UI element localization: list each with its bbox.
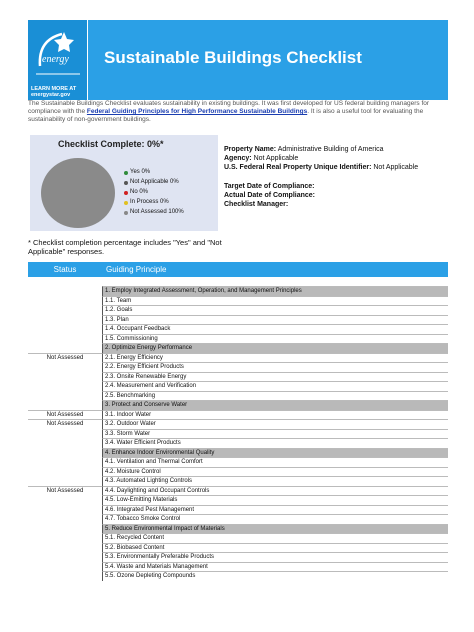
table-row[interactable] [28,372,448,382]
section-row[interactable] [28,448,448,458]
legend-item-not-assessed: Not Assessed 100% [124,208,184,218]
table-row[interactable] [28,486,448,496]
principle-cell: 5.3. Environmentally Preferable Products [102,552,448,562]
intro-paragraph [28,100,448,124]
principle-cell: 2.1. Energy Efficiency [102,353,448,363]
status-cell: Not Assessed [28,486,102,496]
table-row[interactable] [28,419,448,429]
table-row[interactable] [28,296,448,306]
uid-label: U.S. Federal Real Property Unique Identifier: [224,164,372,171]
principle-cell: 4.7. Tobacco Smoke Control [102,514,448,524]
principle-cell: 4.5. Low-Emitting Materials [102,495,448,505]
status-cell [28,457,102,467]
status-cell [28,362,102,372]
principle-cell: 3. Protect and Conserve Water [102,400,448,410]
guiding-principles-table [28,262,448,581]
legend-dot-icon [124,171,128,175]
status-cell [28,543,102,553]
principle-cell: 2.3. Onsite Renewable Energy [102,372,448,382]
principle-cell: 1.5. Commissioning [102,334,448,344]
principle-cell: 3.3. Storm Water [102,429,448,439]
status-cell [28,514,102,524]
legend-dot-icon [124,201,128,205]
actual-date-label: Actual Date of Compliance: [224,192,316,199]
table-row[interactable] [28,315,448,325]
status-cell: Not Assessed [28,353,102,363]
property-name-value: Administrative Building of America [277,146,384,153]
table-row[interactable] [28,552,448,562]
completion-panel [30,135,218,231]
principle-cell: 4. Enhance Indoor Environmental Quality [102,448,448,458]
pie-slice-not-assessed [41,158,115,228]
status-cell [28,467,102,477]
table-row[interactable] [28,391,448,401]
table-row[interactable] [28,571,448,581]
principle-cell: 4.1. Ventilation and Thermal Comfort [102,457,448,467]
status-cell: Not Assessed [28,419,102,429]
status-cell [28,495,102,505]
energy-star-logo[interactable] [28,20,88,100]
status-cell [28,533,102,543]
svg-text:energy: energy [42,54,69,65]
table-row[interactable] [28,476,448,486]
table-row[interactable] [28,324,448,334]
status-cell [28,334,102,344]
status-cell [28,391,102,401]
legend-dot-icon [124,191,128,195]
legend-item-no: No 0% [124,188,184,198]
completion-pie-chart [40,157,116,229]
principle-cell: 5.5. Ozone Depleting Compounds [102,571,448,581]
principle-cell: 3.1. Indoor Water [102,410,448,420]
principle-column-header: Guiding Principle [106,265,167,274]
status-cell [28,505,102,515]
section-row[interactable] [28,286,448,296]
intro-text-1: The Sustainable Buildings Checklist evaluates sustainability in existing buildings. It was first developed for US federal building managers for compliance with the [28,100,430,115]
status-cell [28,400,102,410]
principle-cell: 5.4. Waste and Materials Management [102,562,448,572]
principle-cell: 1.4. Occupant Feedback [102,324,448,334]
status-cell [28,315,102,325]
section-row[interactable] [28,400,448,410]
status-cell [28,324,102,334]
table-row[interactable] [28,334,448,344]
status-cell [28,305,102,315]
property-name-label: Property Name: [224,146,277,153]
principle-cell: 1.1. Team [102,296,448,306]
table-row[interactable] [28,562,448,572]
page-title: Sustainable Buildings Checklist [104,48,362,67]
principle-cell: 4.4. Daylighting and Occupant Controls [102,486,448,496]
principle-cell: 2. Optimize Energy Performance [102,343,448,353]
legend-dot-icon [124,181,128,185]
table-row[interactable] [28,429,448,439]
status-column-header: Status [53,265,77,274]
section-row[interactable] [28,343,448,353]
legend-item-in-process: In Process 0% [124,198,184,208]
table-row[interactable] [28,410,448,420]
table-row[interactable] [28,543,448,553]
status-cell [28,562,102,572]
table-row[interactable] [28,353,448,363]
completion-title: Checklist Complete: 0%* [58,139,164,149]
uid-value: Not Applicable [373,164,419,171]
table-row[interactable] [28,362,448,372]
status-cell [28,296,102,306]
principle-cell: 2.4. Measurement and Verification [102,381,448,391]
principle-cell: 4.2. Moisture Control [102,467,448,477]
table-row[interactable] [28,495,448,505]
checklist-summary [28,135,448,233]
table-row[interactable] [28,305,448,315]
intro-text-2: . It is also a useful tool for evaluating the sustainability of non-government buildings. [28,108,424,123]
status-cell [28,476,102,486]
table-row[interactable] [28,381,448,391]
page-header [28,20,448,100]
table-header [28,262,448,277]
section-row[interactable] [28,524,448,534]
agency-label: Agency: [224,155,252,162]
status-cell [28,571,102,581]
legend-item-yes: Yes 0% [124,168,184,178]
principle-cell: 1.3. Plan [102,315,448,325]
table-row[interactable] [28,514,448,524]
principle-cell: 2.2. Energy Efficient Products [102,362,448,372]
energy-star-icon [34,26,82,84]
table-row[interactable] [28,467,448,477]
status-cell [28,524,102,534]
pie-legend [124,168,184,218]
principle-cell: 2.5. Benchmarking [102,391,448,401]
principle-cell: 3.2. Outdoor Water [102,419,448,429]
table-row[interactable] [28,533,448,543]
principle-cell: 1. Employ Integrated Assessment, Operation, and Management Principles [102,286,448,296]
agency-value: Not Applicable [253,155,299,162]
status-cell [28,343,102,353]
principle-cell: 5.2. Biobased Content [102,543,448,553]
logo-caption: LEARN MORE AT energystar.gov [31,86,77,98]
legend-item-not-applicable: Not Applicable 0% [124,178,184,188]
property-details [224,145,448,209]
status-cell [28,552,102,562]
legend-dot-icon [124,211,128,215]
principle-cell: 5. Reduce Environmental Impact of Materials [102,524,448,534]
table-row[interactable] [28,505,448,515]
table-row[interactable] [28,457,448,467]
principle-cell: 3.4. Water Efficient Products [102,438,448,448]
status-cell [28,286,102,296]
principle-cell: 4.3. Automated Lighting Controls [102,476,448,486]
principle-cell: 4.6. Integrated Pest Management [102,505,448,515]
status-cell [28,438,102,448]
status-cell [28,429,102,439]
status-cell [28,381,102,391]
completion-footnote: * Checklist completion percentage includes "Yes" and "Not Applicable" responses. [28,238,222,256]
status-cell: Not Assessed [28,410,102,420]
guiding-principles-link[interactable]: Federal Guiding Principles for High Performance Sustainable Buildings [86,108,308,115]
checklist-manager-label: Checklist Manager: [224,201,289,208]
principle-cell: 5.1. Recycled Content [102,533,448,543]
target-date-label: Target Date of Compliance: [224,183,315,190]
status-cell [28,372,102,382]
table-row[interactable] [28,438,448,448]
principle-cell: 1.2. Goals [102,305,448,315]
status-cell [28,448,102,458]
